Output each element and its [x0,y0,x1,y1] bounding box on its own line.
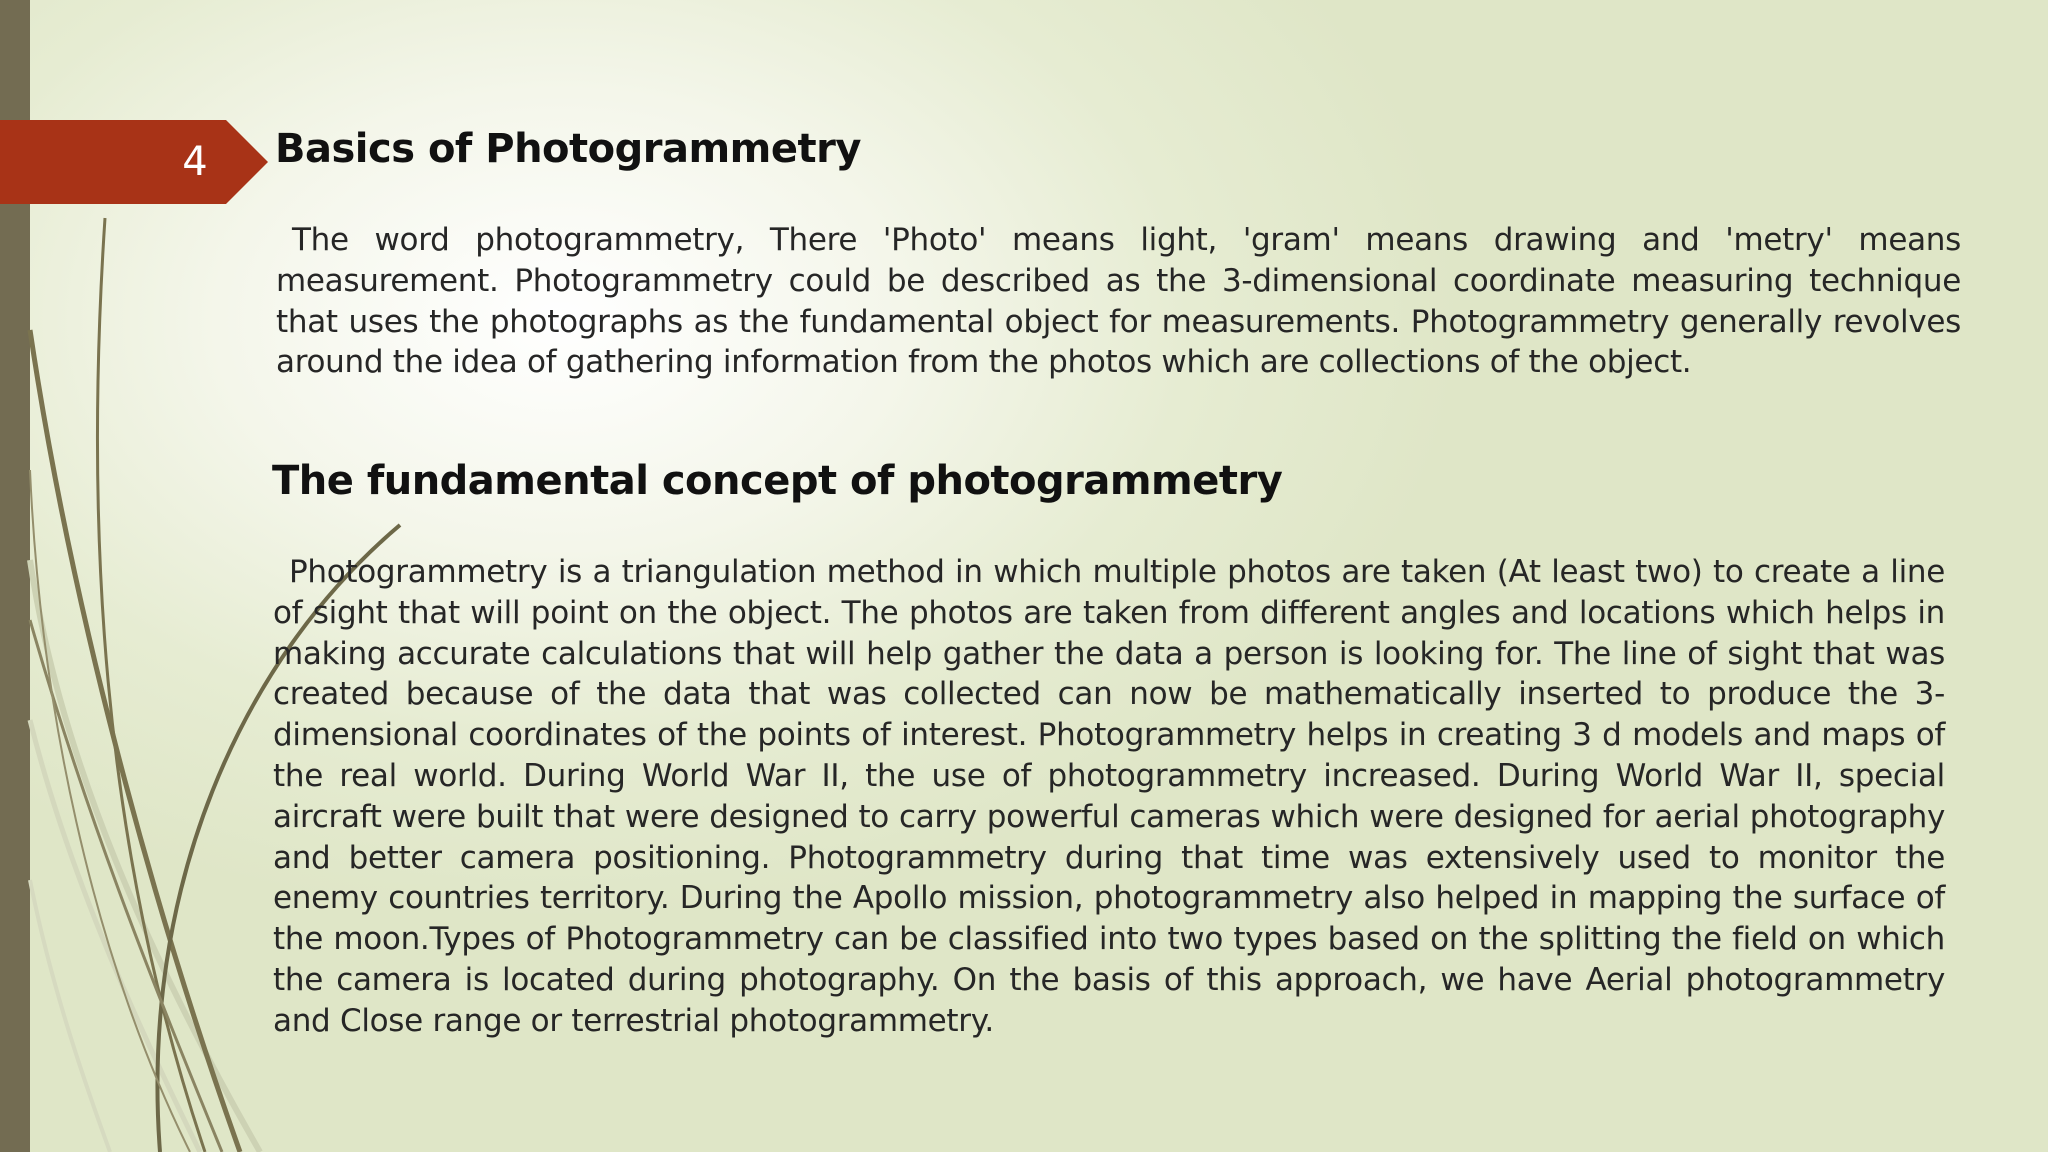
slide-number-tag [0,120,268,204]
section-heading-basics: Basics of Photogrammetry [275,126,861,172]
grass-stem-1 [30,330,240,1152]
section-heading-fundamental-concept: The fundamental concept of photogrammetry [272,458,1283,504]
slide-number: 4 [182,139,208,185]
section-paragraph-basics: The word photogrammetry, There 'Photo' means light, 'gram' means drawing and 'metry' means measurement. Photogrammetry could be described as the 3-dimensional coordinate measuring technique that uses the photographs as the fundamental object for measurements. Photogrammetry generally revolves around the idea of gathering information from the photos which are collections of the object. [276,222,1961,381]
grass-stem-light-2 [30,720,200,1152]
grass-stem-2 [97,218,205,1152]
section-paragraph-fundamental-concept: Photogrammetry is a triangulation method in which multiple photos are taken (At least two) to create a line of sight that will point on the object. The photos are taken from different angles and locations which helps in making accurate calculations that will help gather the data a person is looking for. The line of sight that was created because of the data that was collected can now be mathematically inserted to produce the 3-dimensional coordinates of the points of interest. Photogrammetry helps in creating 3 d models and maps of the real world. During World War II, the use of photogrammetry increased. During World War II, special aircraft were built that were designed to carry powerful cameras which were designed for aerial photography and better camera positioning. Photogrammetry during that time was extensively used to monitor the enemy countries territory. During the Apollo mission, photogrammetry also helped in mapping the surface of the moon.Types of Photogrammetry can be classified into two types based on the splitting the field on which the camera is located during photography. On the basis of this approach, we have Aerial photogrammetry and Close range or terrestrial photogrammetry. [273,554,1945,1039]
